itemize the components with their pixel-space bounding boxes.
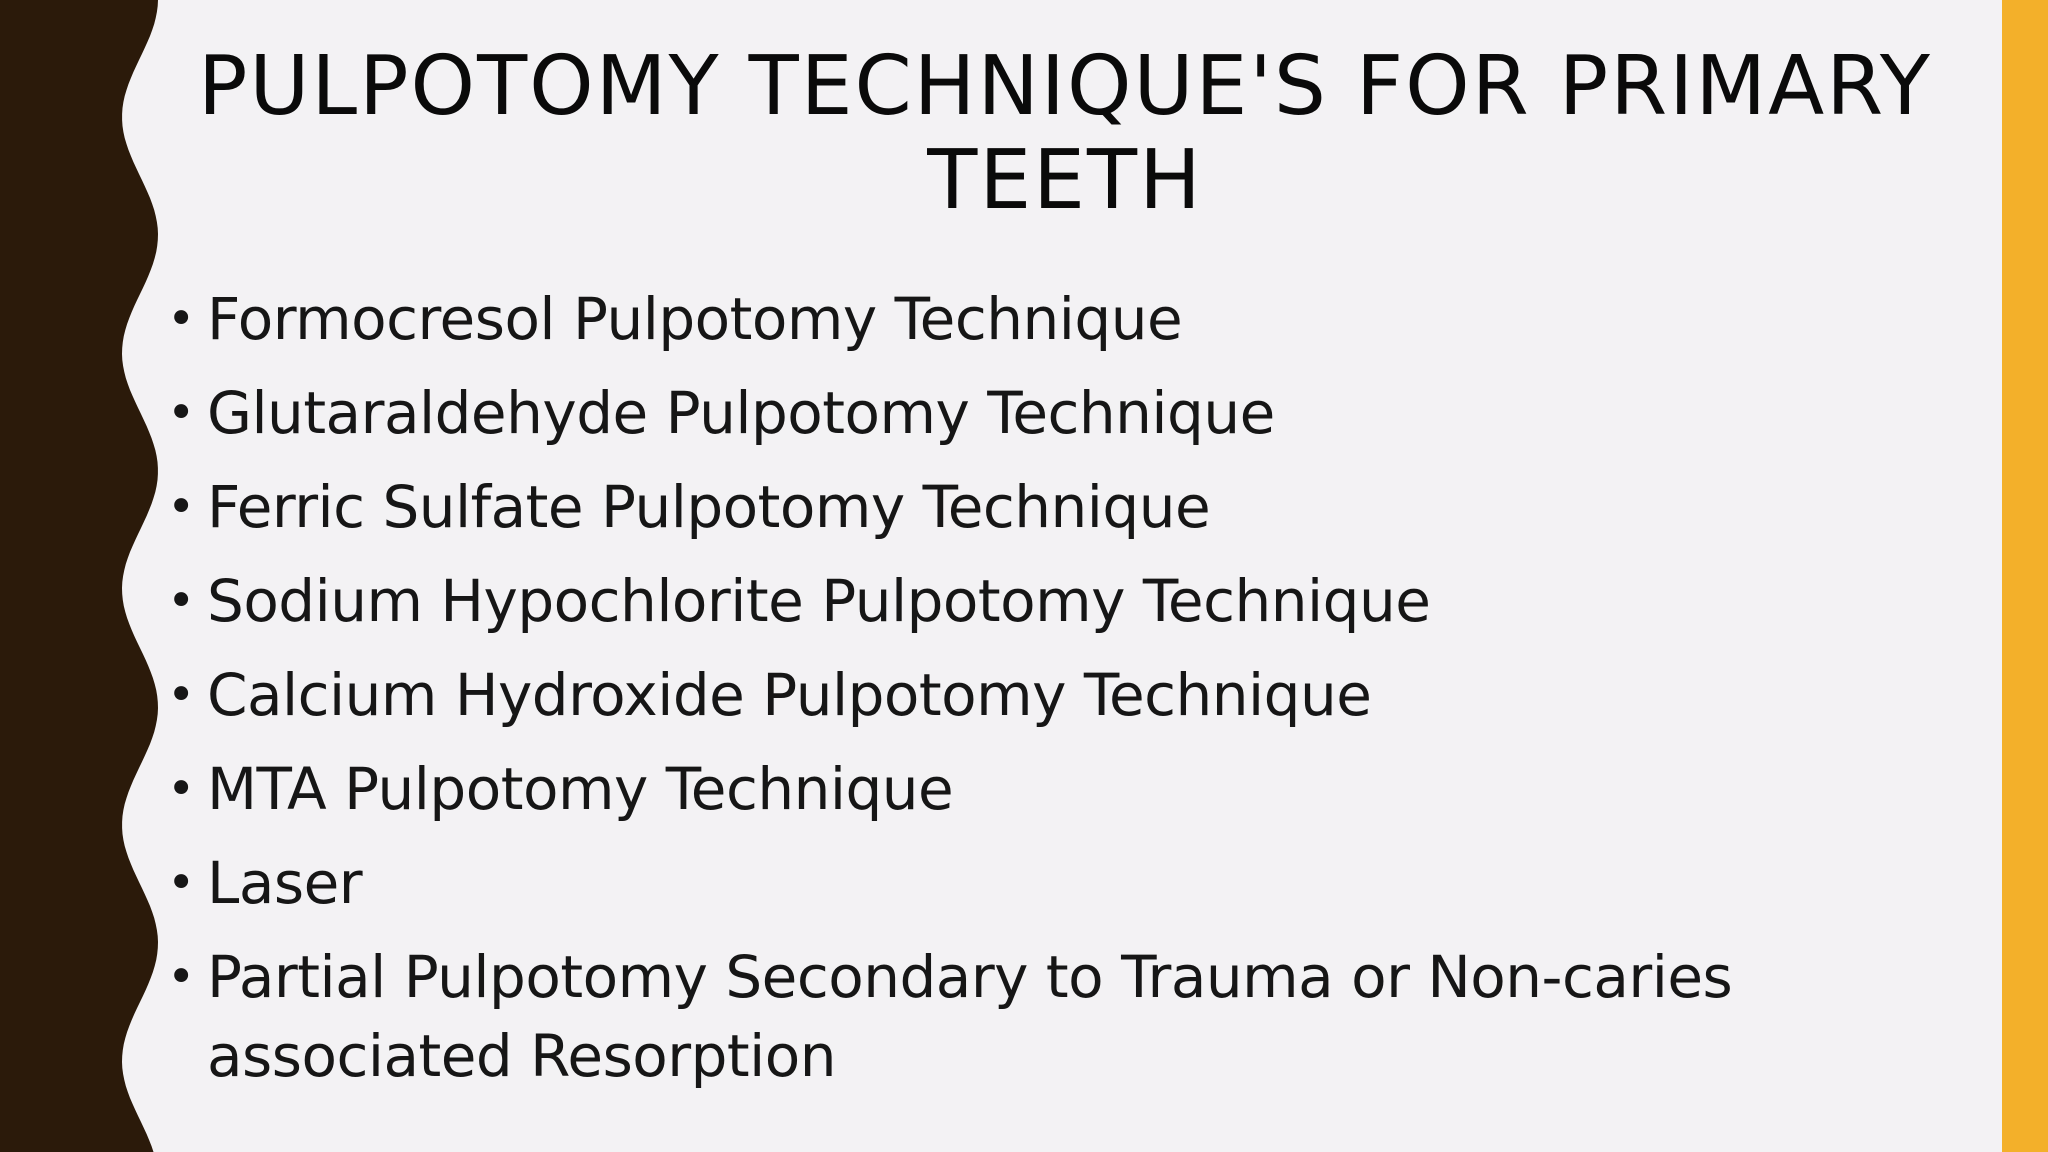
- bullet-item: [165, 280, 1965, 359]
- bullet-text: Ferric Sulfate Pulpotomy Technique: [207, 473, 1211, 541]
- bullet-dot: •: [167, 573, 195, 629]
- bullet-dot: •: [167, 291, 195, 347]
- bullet-text: Calcium Hydroxide Pulpotomy Technique: [207, 661, 1372, 729]
- bullet-list: [165, 280, 1965, 1111]
- bullet-text: Laser: [207, 849, 363, 917]
- bullet-text: Formocresol Pulpotomy Technique: [207, 285, 1183, 353]
- bullet-text: Glutaraldehyde Pulpotomy Technique: [207, 379, 1275, 447]
- bullet-item: [165, 562, 1965, 641]
- slide-title: PULPOTOMY TECHNIQUE'S FOR PRIMARY TEETH: [197, 39, 1933, 228]
- bullet-dot: •: [167, 385, 195, 441]
- right-accent-bar: [2002, 0, 2048, 1152]
- bullet-dot: •: [167, 761, 195, 817]
- bullet-item: [165, 468, 1965, 547]
- bullet-item: [165, 750, 1965, 829]
- bullet-dot: •: [167, 855, 195, 911]
- bullet-item: [165, 374, 1965, 453]
- bullet-item: [165, 844, 1965, 923]
- bullet-item: [165, 656, 1965, 735]
- bullet-text: Partial Pulpotomy Secondary to Trauma or Non-caries associated Resorption: [207, 943, 1733, 1090]
- bullet-text: Sodium Hypochlorite Pulpotomy Technique: [207, 567, 1431, 635]
- wave-shape: [0, 0, 158, 1152]
- bullet-text: MTA Pulpotomy Technique: [207, 755, 954, 823]
- bullet-dot: •: [167, 479, 195, 535]
- bullet-item: [165, 938, 1965, 1096]
- bullet-dot: •: [167, 667, 195, 723]
- bullet-dot: •: [167, 949, 195, 1005]
